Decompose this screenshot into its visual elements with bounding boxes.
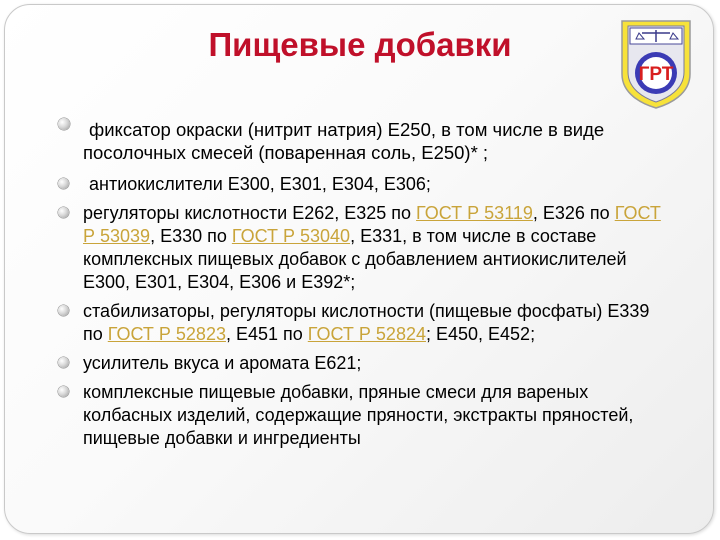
bullet-icon xyxy=(58,357,69,368)
bullet-icon xyxy=(58,305,69,316)
gost-link[interactable]: ГОСТ Р 52823 xyxy=(107,324,226,344)
gost-link[interactable]: ГОСТ Р 53039 xyxy=(83,203,661,246)
list-item-text: усилитель вкуса и аромата Е621; xyxy=(83,353,362,373)
list-item-text: , Е326 по xyxy=(532,203,615,223)
list-item xyxy=(58,118,668,164)
list-item-text: , Е330 по xyxy=(150,226,232,246)
list-item-text: антиокислители Е300, Е301, Е304, Е306; xyxy=(89,174,431,194)
list-item xyxy=(58,352,668,375)
list-item-text: , Е331, в том числе в составе комплексных пищевых добавок с добавлением антиокислителей Е300, Е301, Е304, Е306 и Е392*; xyxy=(83,226,627,292)
gost-link[interactable]: ГОСТ Р 52824 xyxy=(307,324,426,344)
list-item-text: фиксатор окраски (нитрит натрия) Е250, в том числе в виде посолочных смесей (поваренная соль, Е250)* ; xyxy=(83,119,605,163)
list-item-text: регуляторы кислотности Е262, Е325 по xyxy=(83,203,417,223)
bullet-list xyxy=(58,118,668,456)
list-item-text: комплексные пищевые добавки, пряные смеси для вареных колбасных изделий, содержащие пряности, экстракты пряностей, пищевые добавки и ингредиенты xyxy=(83,382,634,448)
gost-link[interactable]: ГОСТ Р 53040 xyxy=(231,226,351,246)
list-item xyxy=(58,381,668,450)
bullet-icon xyxy=(58,207,69,218)
list-item-text: ; Е450, Е452; xyxy=(425,324,536,344)
list-item xyxy=(58,173,668,196)
svg-text:ГРТ: ГРТ xyxy=(638,64,674,85)
list-item-text: стабилизаторы, регуляторы кислотности (пищевые фосфаты) Е339 по xyxy=(83,301,650,344)
bullet-icon xyxy=(58,118,70,130)
page-title: Пищевые добавки xyxy=(208,26,512,63)
bullet-icon xyxy=(58,178,69,189)
gost-emblem-icon xyxy=(618,18,694,110)
bullet-icon xyxy=(58,386,69,397)
list-item-text: , Е451 по xyxy=(225,324,308,344)
list-item xyxy=(58,300,668,346)
list-item xyxy=(58,202,668,294)
gost-link[interactable]: ГОСТ Р 53119 xyxy=(416,203,533,223)
